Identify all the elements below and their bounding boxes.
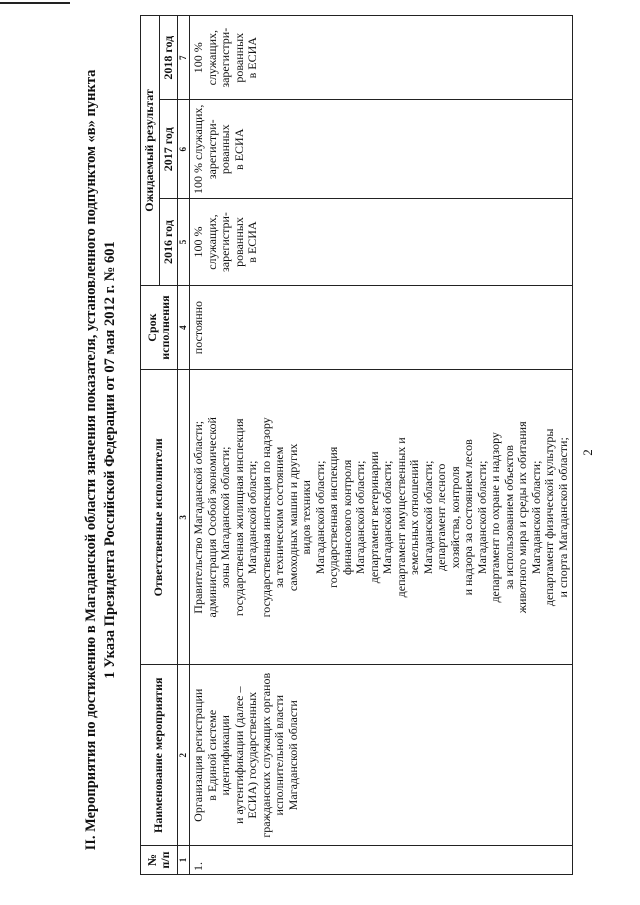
executor-line: администрация Особой экономической (204, 417, 219, 618)
result-line: рованных (231, 32, 246, 83)
col-number: 4 (178, 285, 190, 369)
page-number: 2 (580, 449, 595, 456)
result-line: 100 % (191, 42, 205, 74)
result-line: зарегистри- (218, 212, 232, 272)
executor-line: департамент ветеринарии (366, 451, 381, 584)
executor-line: департамент лесного (434, 463, 448, 571)
executor-line: департамент по охране и надзору (488, 432, 502, 603)
measure-name-line: гражданских служащих органов (258, 672, 273, 838)
measure-name-line: ЕСИА) государственных (245, 691, 259, 819)
result-line: служащих, (204, 214, 219, 270)
col-number: 1 (178, 846, 190, 875)
heading-line-2: 1 Указа Президента Российской Федерации от 07 мая 2012 г. № 601 (102, 241, 118, 679)
measure-name (190, 665, 573, 846)
executor-line: Магаданской области; (528, 460, 543, 575)
executor-line: Магаданской области; (353, 460, 367, 575)
table-row (190, 16, 573, 875)
result-2016 (190, 199, 573, 286)
col-number: 2 (178, 665, 190, 846)
column-number-row (178, 16, 190, 875)
col-number: 6 (178, 100, 190, 199)
executor-line: хозяйства, контроля (447, 466, 462, 569)
measure-name-line: Магаданской области (285, 700, 300, 811)
executor-line: видов техники (299, 480, 313, 555)
executor-line: и спорта Магаданской области; (555, 437, 570, 598)
measure-name-line: исполнительной власти (272, 694, 286, 816)
executor-line: Магаданской области; (312, 460, 327, 575)
executor-line: Магаданской области; (420, 460, 435, 575)
header-num: № п/п (141, 846, 178, 875)
executor-line: за техническим состоянием (272, 446, 286, 588)
row-num: 1. (190, 846, 573, 875)
deadline-cell: постоянно (190, 285, 573, 369)
result-line: 100 % (191, 226, 205, 258)
executors-list (190, 370, 573, 665)
measure-name-line: и аутентификации (далее – (231, 686, 246, 824)
executor-line: животного мира и среды их обитания (515, 421, 529, 614)
executor-line: департамент имущественных и (393, 437, 408, 598)
col-number: 5 (178, 199, 190, 286)
result-line: в ЕСИА (245, 221, 259, 263)
executor-line: финансового контроля (339, 459, 354, 575)
header-2017: 2017 год (159, 100, 178, 199)
executor-line: департамент физической культуры (542, 428, 556, 607)
measure-name-line: Организация регистрации (191, 688, 205, 822)
measure-name-line: идентификации (218, 715, 232, 796)
executor-line: Магаданской области; (474, 460, 489, 575)
header-deadline: Срок исполнения (141, 285, 178, 369)
executor-line: государственная инспекция по надзору (258, 417, 273, 618)
measures-table (140, 15, 573, 875)
header-expected-result: Ожидаемый результат (141, 16, 160, 286)
result-line: зарегистри- (218, 27, 232, 88)
result-line: зарегистри- (204, 119, 219, 180)
header-2018: 2018 год (159, 16, 178, 100)
header-2016: 2016 год (159, 199, 178, 286)
executor-line: государственная жилищная инспекция (231, 418, 246, 617)
executor-line: самоходных машин и других (285, 443, 300, 592)
result-line: рованных (218, 124, 232, 175)
executor-line: за использованием объектов (501, 445, 516, 590)
executor-line: земельных отношений (407, 459, 421, 575)
executor-line: государственная инспекция (326, 446, 340, 588)
result-line: рованных (231, 217, 246, 267)
executor-line: Магаданской области; (380, 460, 394, 575)
executor-line: и надзора за состоянием лесов (461, 439, 475, 596)
result-line: в ЕСИА (231, 128, 246, 170)
header-row-1 (141, 16, 160, 875)
measure-name-line: в Единой системе (204, 709, 219, 801)
header-name: Наименование мероприятия (141, 665, 178, 846)
result-line: 100 % служащих, (191, 104, 205, 194)
section-heading (82, 45, 120, 875)
heading-line-1: II. Мероприятия по достижению в Магаданской области значения показателя, установленного подпунктом «в» пункта (83, 69, 99, 851)
col-number: 3 (178, 370, 190, 665)
header-executors: Ответственные исполнители (141, 370, 178, 665)
result-line: в ЕСИА (245, 37, 259, 79)
executor-line: Правительство Магаданской области; (191, 420, 205, 614)
col-number: 7 (178, 16, 190, 100)
executor-line: Магаданской области; (245, 460, 259, 575)
result-2017 (190, 100, 573, 199)
executor-line: зоны Магаданской области; (218, 446, 232, 589)
result-line: служащих, (204, 29, 219, 86)
result-2018 (190, 16, 573, 100)
